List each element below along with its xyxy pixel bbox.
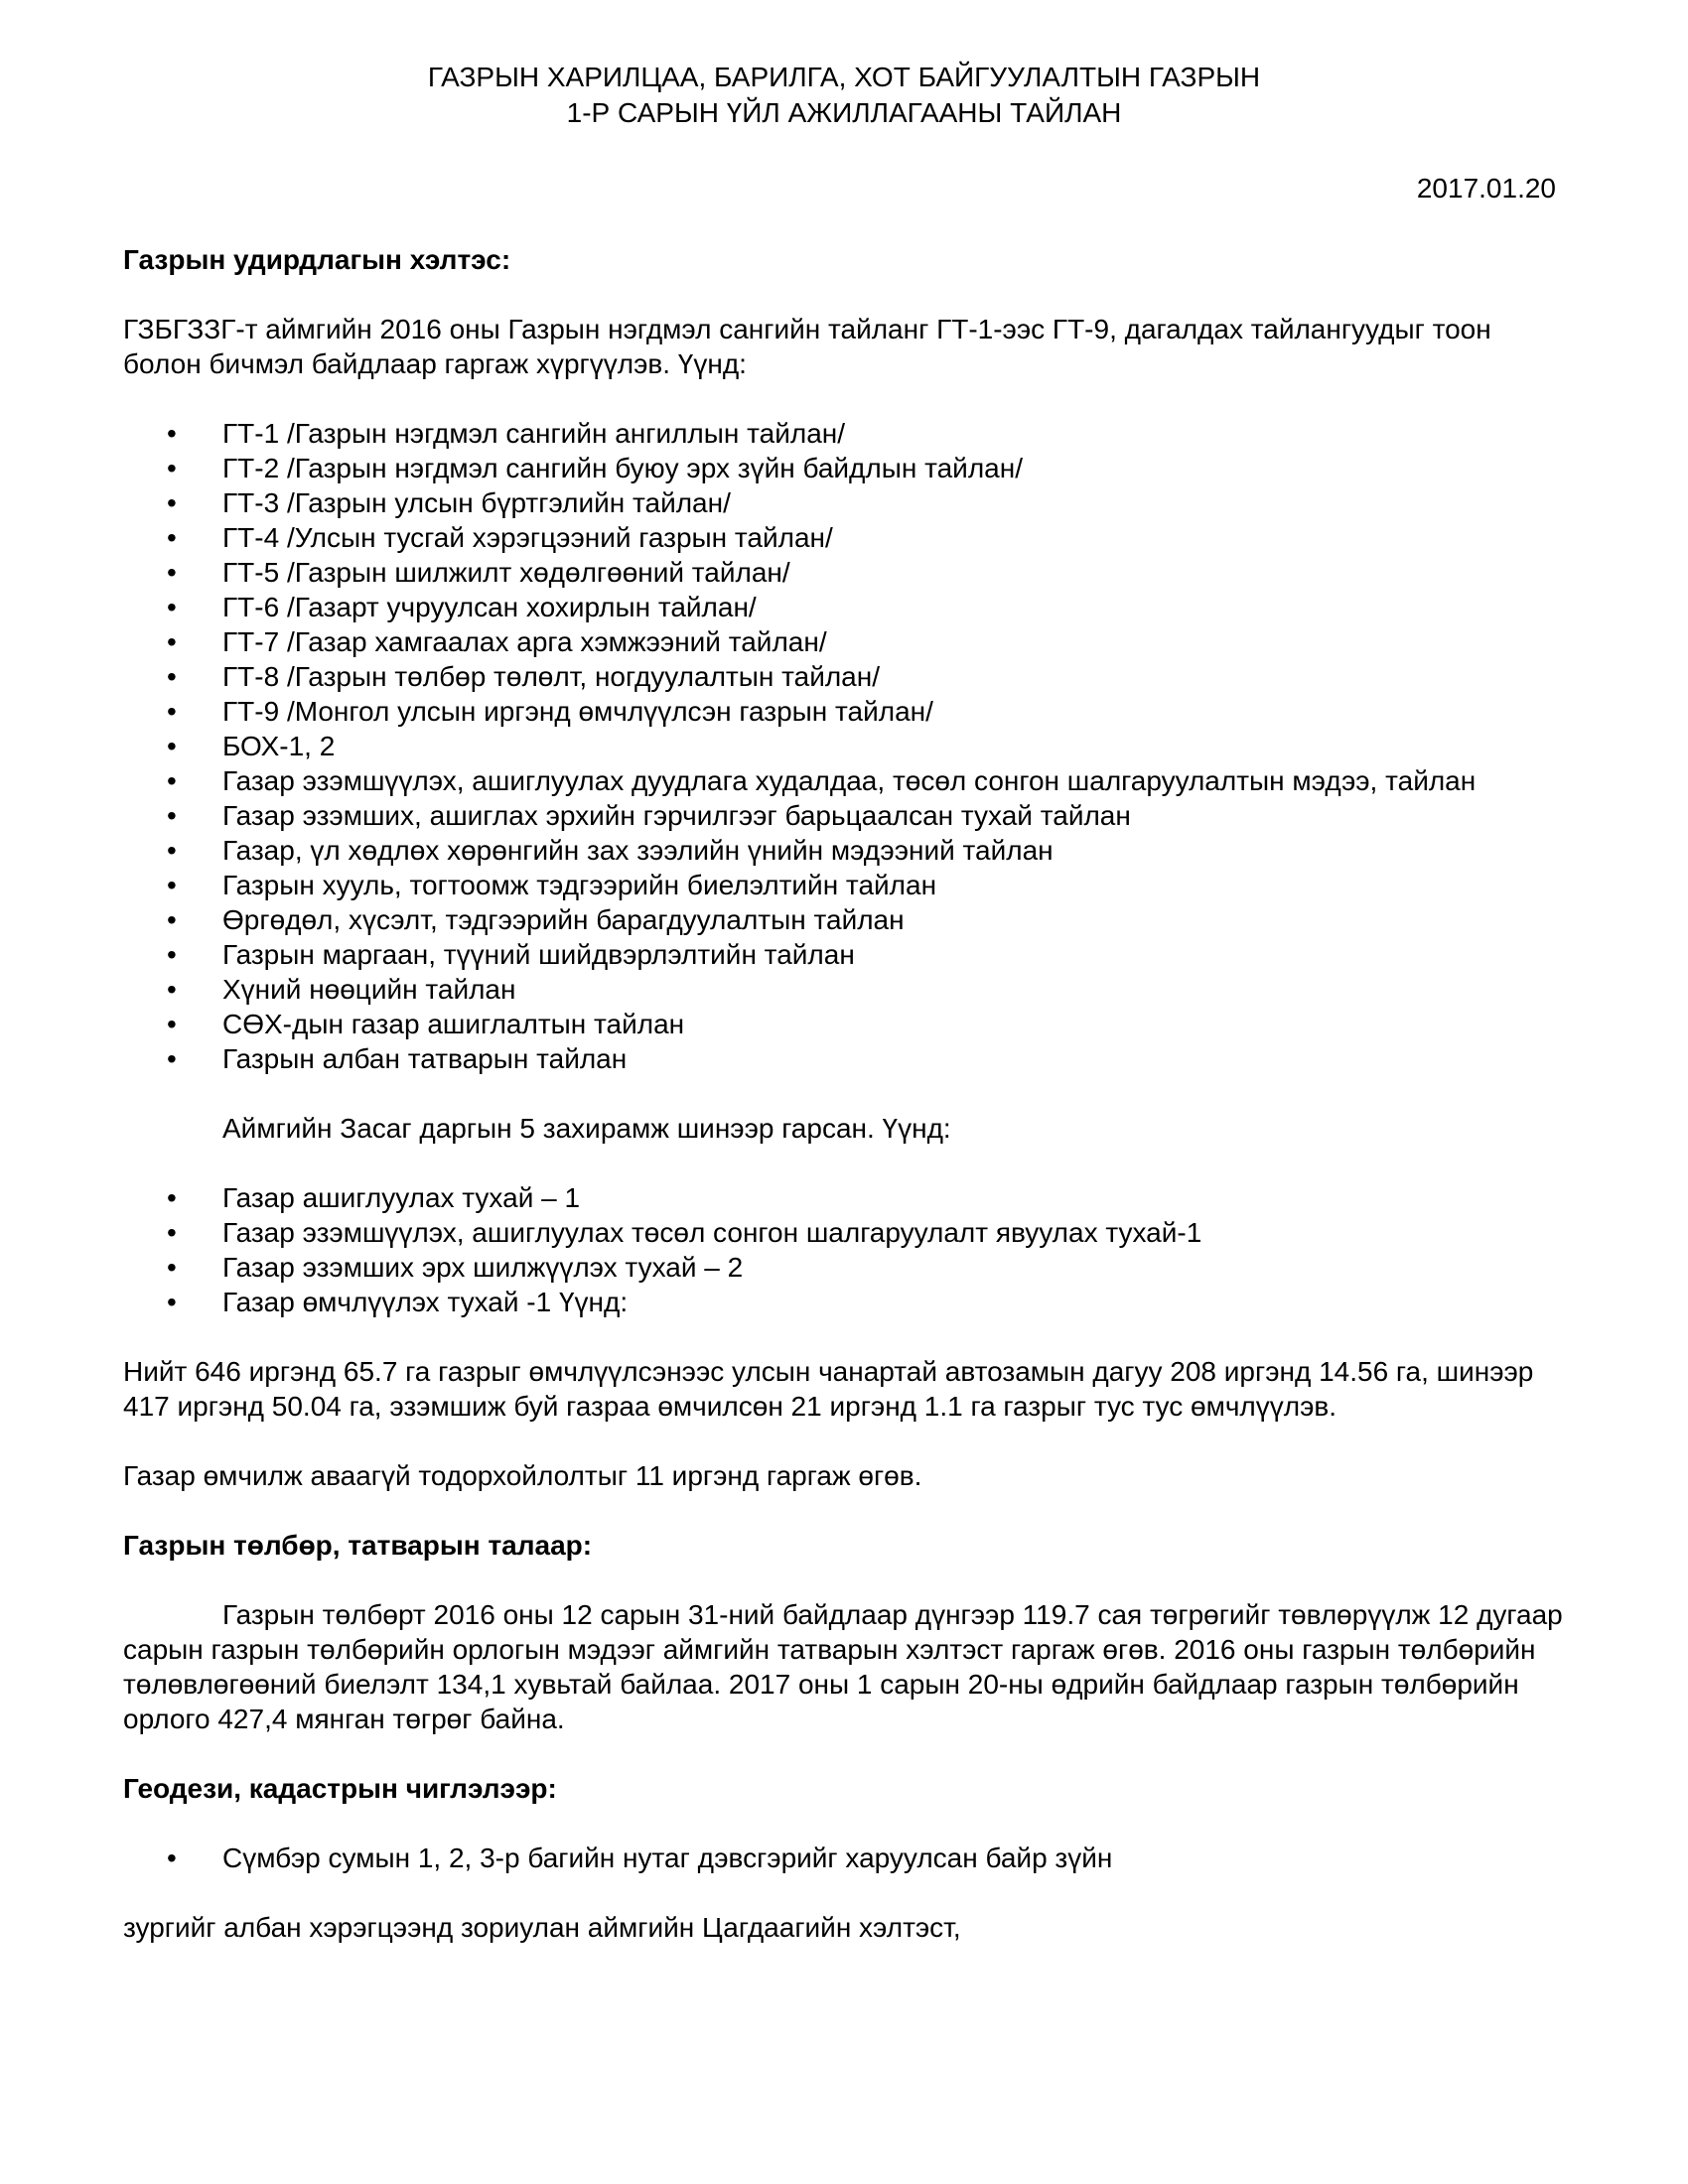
bullet-icon: • bbox=[167, 557, 177, 588]
bullet-icon: • bbox=[167, 626, 177, 657]
document-date: 2017.01.20 bbox=[1416, 173, 1556, 204]
bullet-icon: • bbox=[167, 592, 177, 622]
list-item: • ГТ-5 /Газрын шилжилт хөдөлгөөний тайлан/ bbox=[167, 557, 790, 588]
bullet-icon: • bbox=[167, 1252, 177, 1283]
bullet-icon: • bbox=[167, 1287, 177, 1317]
bullet-icon: • bbox=[167, 800, 177, 831]
list-item: • ГТ-9 /Монгол улсын иргэнд өмчлүүлсэн газрын тайлан/ bbox=[167, 696, 933, 727]
bullet-icon: • bbox=[167, 835, 177, 866]
title-line-1: ГАЗРЫН ХАРИЛЦАА, БАРИЛГА, ХОТ БАЙГУУЛАЛТЫН ГАЗРЫН bbox=[427, 62, 1261, 92]
list-item: • Газар эзэмшүүлэх, ашиглуулах дуудлага худалдаа, төсөл сонгон шалгаруулалтын мэдээ, тайлан bbox=[167, 765, 1477, 796]
document-body bbox=[123, 242, 1573, 1945]
bullet-icon: • bbox=[167, 731, 177, 761]
list-item: • Газрын албан татварын тайлан bbox=[167, 1043, 628, 1074]
geodesy-continuation: зургийг албан хэрэгцээнд зориулан аймгийн Цагдаагийн хэлтэст, bbox=[123, 1912, 961, 1943]
list-item: • Өргөдөл, хүсэлт, тэдгээрийн барагдуулалтын тайлан bbox=[167, 904, 905, 935]
section-heading-geodesy: Геодези, кадастрын чиглэлээр: bbox=[123, 1773, 557, 1804]
list-item: • Газар эзэмшүүлэх, ашиглуулах төсөл сонгон шалгаруулалт явуулах тухай-1 bbox=[167, 1217, 1202, 1248]
reports-intro: ГЗБГЗЗГ-т аймгийн 2016 оны Газрын нэгдмэл сангийн тайланг ГТ-1-ээс ГТ-9, дагалдах тайлангуудыг тоон болон бичмэл байдлаар гаргаж хүргүүлэв. Үүнд: bbox=[123, 314, 1491, 379]
land-fee-paragraph: Газрын төлбөрт 2016 оны 12 сарын 31-ний байдлаар дүнгээр 119.7 сая төгрөгийг төвлөрүүлж 12 дугаар сарын газрын төлбөрийн орлогын мэдээг аймгийн татварын хэлтэст гаргаж өгөв. 2016 оны газрын төлбөрийн төлөвлөгөөний биелэлт 134,1 хувьтай байлаа. 2017 оны 1 сарын 20-ны өдрийн байдлаар газрын төлбөрийн орлого 427,4 мянган төгрөг байна. bbox=[123, 1599, 1563, 1734]
list-item: • ГТ-4 /Улсын тусгай хэрэгцээний газрын тайлан/ bbox=[167, 522, 833, 553]
list-item: • ГТ-6 /Газарт учруулсан хохирлын тайлан/ bbox=[167, 592, 757, 622]
list-item: • БОХ-1, 2 bbox=[167, 731, 336, 761]
bullet-icon: • bbox=[167, 453, 177, 483]
list-item: • Газар эзэмших, ашиглах эрхийн гэрчилгээг барьцаалсан тухай тайлан bbox=[167, 800, 1131, 831]
bullet-icon: • bbox=[167, 1009, 177, 1039]
bullet-icon: • bbox=[167, 1217, 177, 1248]
bullet-icon: • bbox=[167, 487, 177, 518]
list-item: • Газар өмчлүүлэх тухай -1 Үүнд: bbox=[167, 1287, 629, 1317]
list-item: • ГТ-7 /Газар хамгаалах арга хэмжээний тайлан/ bbox=[167, 626, 827, 657]
list-item: • Газар, үл хөдлөх хөрөнгийн зах зээлийн үнийн мэдээний тайлан bbox=[167, 835, 1054, 866]
list-item: • ГТ-2 /Газрын нэгдмэл сангийн буюу эрх зүйн байдлын тайлан/ bbox=[167, 453, 1023, 483]
bullet-icon: • bbox=[167, 939, 177, 970]
decrees-list bbox=[123, 1180, 1573, 1319]
list-item: • Газар эзэмших эрх шилжүүлэх тухай – 2 bbox=[167, 1252, 744, 1283]
geodesy-list bbox=[123, 1841, 1573, 1875]
list-item: • ГТ-1 /Газрын нэгдмэл сангийн ангиллын тайлан/ bbox=[167, 418, 846, 449]
document-title bbox=[0, 60, 1688, 131]
list-item: • Газрын маргаан, түүний шийдвэрлэлтийн тайлан bbox=[167, 939, 855, 970]
bullet-icon: • bbox=[167, 418, 177, 449]
list-item: • Сүмбэр сумын 1, 2, 3-р багийн нутаг дэвсгэрийг харуулсан байр зүйн bbox=[167, 1843, 1113, 1873]
list-item: • Газрын хууль, тогтоомж тэдгээрийн биелэлтийн тайлан bbox=[167, 870, 937, 900]
section-heading-land-fees: Газрын төлбөр, татварын талаар: bbox=[123, 1530, 593, 1561]
list-item: • Хүний нөөцийн тайлан bbox=[167, 974, 516, 1005]
decrees-intro: Аймгийн Засаг даргын 5 захирамж шинээр гарсан. Үүнд: bbox=[222, 1113, 951, 1144]
bullet-icon: • bbox=[167, 1182, 177, 1213]
certificate-paragraph: Газар өмчилж аваагүй тодорхойлолтыг 11 иргэнд гаргаж өгөв. bbox=[123, 1460, 922, 1491]
list-item: • Газар ашиглуулах тухай – 1 bbox=[167, 1182, 581, 1213]
bullet-icon: • bbox=[167, 870, 177, 900]
list-item: • ГТ-3 /Газрын улсын бүртгэлийн тайлан/ bbox=[167, 487, 731, 518]
section-heading-land-management: Газрын удирдлагын хэлтэс: bbox=[123, 244, 511, 275]
bullet-icon: • bbox=[167, 661, 177, 692]
bullet-icon: • bbox=[167, 696, 177, 727]
bullet-icon: • bbox=[167, 522, 177, 553]
bullet-icon: • bbox=[167, 904, 177, 935]
list-item: • СӨХ-дын газар ашиглалтын тайлан bbox=[167, 1009, 685, 1039]
bullet-icon: • bbox=[167, 765, 177, 796]
reports-list bbox=[123, 416, 1573, 1076]
bullet-icon: • bbox=[167, 1843, 177, 1873]
bullet-icon: • bbox=[167, 1043, 177, 1074]
bullet-icon: • bbox=[167, 974, 177, 1005]
ownership-summary-paragraph: Нийт 646 иргэнд 65.7 га газрыг өмчлүүлсэнээс улсын чанартай автозамын дагуу 208 иргэнд 14.56 га, шинээр 417 иргэнд 50.04 га, эзэмшиж буй газраа өмчилсөн 21 иргэнд 1.1 га газрыг тус тус өмчлүүлэв. bbox=[123, 1356, 1534, 1422]
list-item: • ГТ-8 /Газрын төлбөр төлөлт, ногдуулалтын тайлан/ bbox=[167, 661, 880, 692]
title-line-2: 1-Р САРЫН ҮЙЛ АЖИЛЛАГААНЫ ТАЙЛАН bbox=[566, 97, 1122, 128]
